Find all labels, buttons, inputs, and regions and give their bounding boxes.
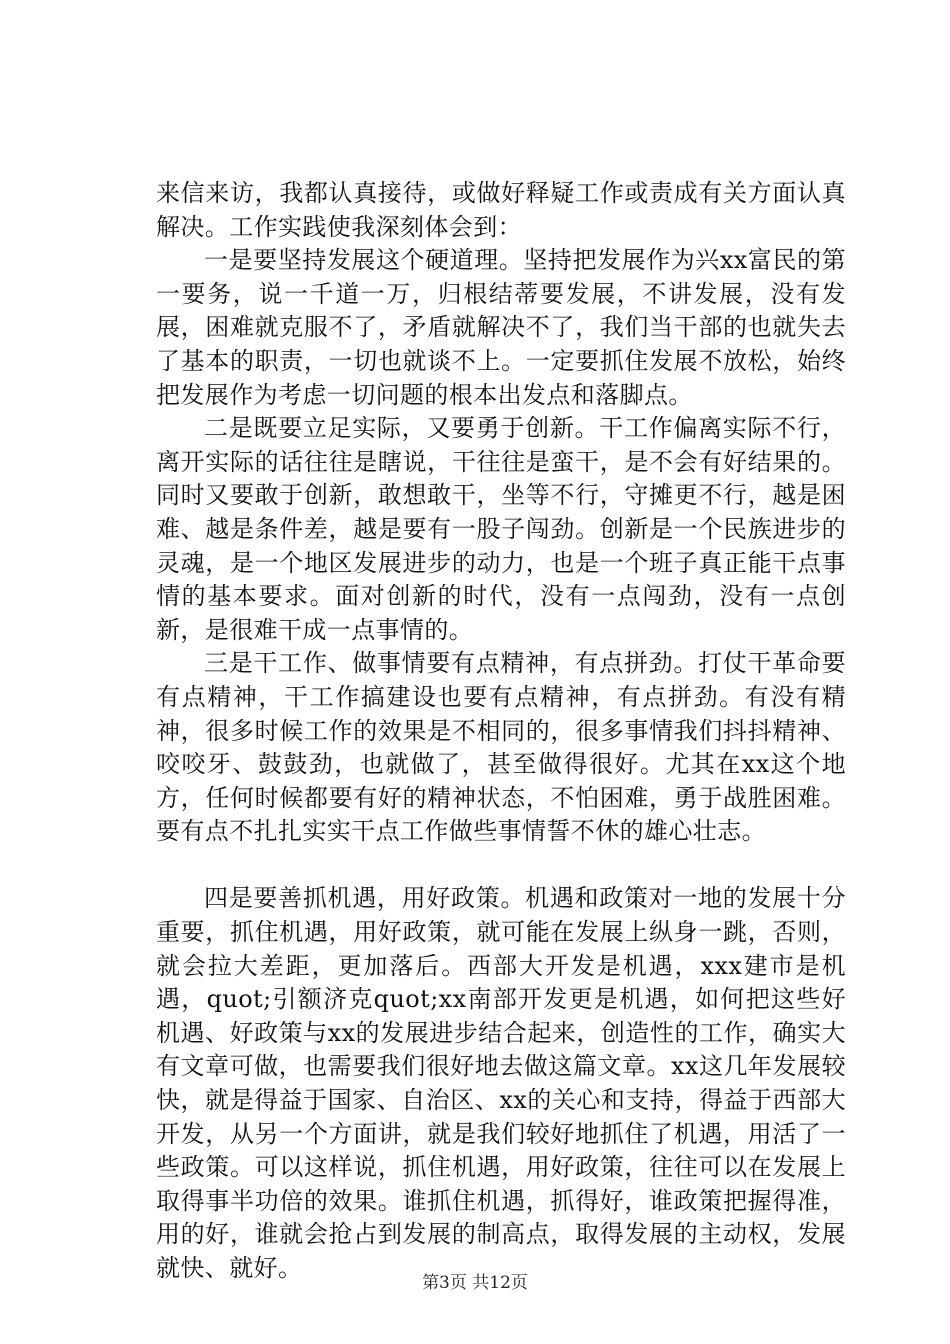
document-body — [156, 177, 846, 1286]
paragraph-spacer — [156, 849, 846, 883]
paragraph-intro-continuation: 来信来访，我都认真接待，或做好释疑工作或责成有关方面认真解决。工作实践使我深刻体会到： — [156, 179, 846, 241]
paragraph-point-four: 四是要善抓机遇，用好政策。机遇和政策对一地的发展十分重要，抓住机遇，用好政策，就可能在发展上纵身一跳，否则，就会拉大差距，更加落后。西部大开发是机遇，xxx建市是机遇，quot;引额济克quot;xx南部开发更是机遇，如何把这些好机遇、好政策与xx的发展进步结合起来，创造性的工作，确实大有文章可做，也需要我们很好地去做这篇文章。xx这几年发展较快，就是得益于国家、自治区、xx的关心和支持，得益于西部大开发，从另一个方面讲，就是我们较好地抓住了机遇，用活了一些政策。可以这样说，抓住机遇，用好政策，往往可以在发展上取得事半功倍的效果。谁抓住机遇，抓得好，谁政策把握得准，用的好，谁就会抢占到发展的制高点，取得发展的主动权，发展就快、就好。 — [156, 884, 846, 1282]
paragraph-point-three: 三是干工作、做事情要有点精神，有点拼劲。打仗干革命要有点精神，干工作搞建设也要有点精神，有点拼劲。有没有精神，很多时候工作的效果是不相同的，很多事情我们抖抖精神、咬咬牙、鼓鼓劲，也就做了，甚至做得很好。尤其在xx这个地方，任何时候都要有好的精神状态，不怕困难，勇于战胜困难。要有点不扎扎实实干点工作做些事情誓不休的雄心壮志。 — [156, 649, 846, 846]
paragraph-point-one: 一是要坚持发展这个硬道理。坚持把发展作为兴xx富民的第一要务，说一千道一万，归根结蒂要发展，不讲发展，没有发展，困难就克服不了，矛盾就解决不了，我们当干部的也就失去了基本的职责，一切也就谈不上。一定要抓住发展不放松，始终把发展作为考虑一切问题的根本出发点和落脚点。 — [156, 246, 846, 409]
paragraph-point-two: 二是既要立足实际，又要勇于创新。干工作偏离实际不行，离开实际的话往往是瞎说，干往往是蛮干，是不会有好结果的。同时又要敢于创新，敢想敢干，坐等不行，守摊更不行，越是困难、越是条件差，越是要有一股子闯劲。创新是一个民族进步的灵魂，是一个地区发展进步的动力，也是一个班子真正能干点事情的基本要求。面对创新的时代，没有一点闯劲，没有一点创新，是很难干成一点事情的。 — [156, 414, 846, 644]
page-footer: 第3页 共12页 — [422, 1273, 528, 1293]
